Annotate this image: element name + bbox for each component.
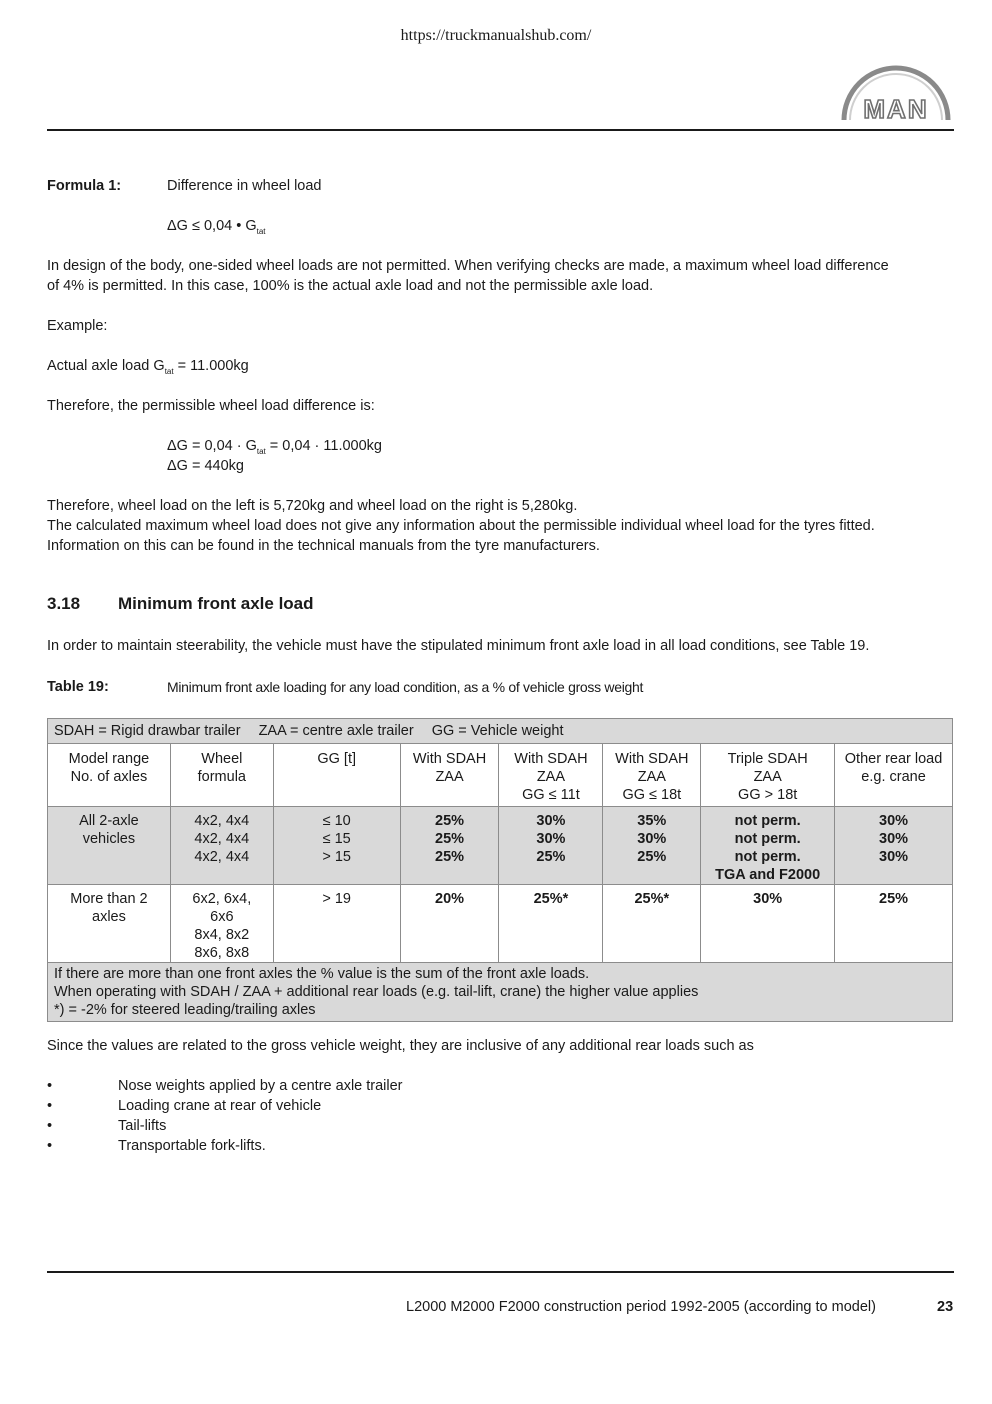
table-cell: 6x2, 6x4, 6x6 8x4, 8x2 8x6, 8x8 [170,885,273,963]
table-cell: 25%* [603,885,701,963]
logo-text: MAN [863,94,929,124]
list-item: Loading crane at rear of vehicle [118,1098,322,1114]
therefore-text: Therefore, the permissible wheel load difference is: [47,398,375,414]
bullet-icon: • [47,1118,53,1134]
header-cell: Wheel formula [170,744,273,807]
section-number: 3.18 [47,594,81,613]
paragraph-wheel-result: Therefore, wheel load on the left is 5,720kg and wheel load on the right is 5,280kg. The calculated maximum wheel load does not give any information about the permissible individual wheel load for the tyres fitted. Information on this can be found in the technical manuals from the tyre manufacturers. [47,498,875,554]
header-cell: Model range No. of axles [48,744,171,807]
table-cell: 30% 30% 25% [499,807,603,885]
table-cell: 25%* [499,885,603,963]
table-legend: SDAH = Rigid drawbar trailer ZAA = centre axle trailer GG = Vehicle weight [48,719,953,744]
table-cell: 30% 30% 30% [835,807,953,885]
bullet-icon: • [47,1098,53,1114]
table-row [48,807,953,885]
header-cell: GG [t] [273,744,400,807]
table-cell: 35% 30% 25% [603,807,701,885]
header-cell: Other rear load e.g. crane [835,744,953,807]
table-19 [47,718,953,1022]
list-item: Tail-lifts [118,1118,167,1134]
table-notes-row [48,963,953,1022]
table-cell: 20% [400,885,499,963]
formula-expression: ΔG ≤ 0,04 • $G_{tat}$ [167,218,266,236]
section-title: Minimum front axle load [118,594,314,613]
footer-text: L2000 M2000 F2000 construction period 1992-2005 (according to model) [406,1299,876,1315]
section-intro: In order to maintain steerability, the vehicle must have the stipulated minimum front axle load in all load conditions, see Table 19. [47,638,870,654]
table-cell: 25% [835,885,953,963]
header-cell: Triple SDAH ZAA GG > 18t [701,744,835,807]
example-label: Example: [47,318,108,334]
bullet-icon: • [47,1138,53,1154]
list-item: Transportable fork-lifts. [118,1138,266,1154]
bullet-icon: • [47,1078,53,1094]
formula-label: Formula 1: [47,178,122,194]
page-number: 23 [937,1299,954,1315]
calculation: $\Delta G = 0,04 \cdot G_{tat} = 0,04 \cdot 11.000kg$ ΔG = 440kg [167,438,383,474]
header-cell: With SDAH ZAA GG ≤ 11t [499,744,603,807]
table-cell: More than 2 axles [48,885,171,963]
table-cell: > 19 [273,885,400,963]
footer-rule [47,1271,954,1273]
header-rule [47,129,954,131]
table-cell: All 2-axle vehicles [48,807,171,885]
header-cell: With SDAH ZAA [400,744,499,807]
header-cell: With SDAH ZAA GG ≤ 18t [603,744,701,807]
table-cell: 30% [701,885,835,963]
table-caption: Minimum front axle loading for any load condition, as a % of vehicle gross weight [167,679,644,695]
table-label: Table 19: [47,679,109,695]
actual-axle-load: Actual axle load $G_{tat} = 11.000kg$ [47,358,249,376]
after-table-text: Since the values are related to the gross vehicle weight, they are inclusive of any additional rear loads such as [47,1038,754,1054]
paragraph-wheel-load: In design of the body, one-sided wheel loads are not permitted. When verifying checks are made, a maximum wheel load difference of 4% is permitted. In this case, 100% is the actual axle load and not the permissible axle load. [47,258,889,294]
list-item: Nose weights applied by a centre axle trailer [118,1078,403,1094]
table-header-row [48,744,953,807]
source-url[interactable]: https://truckmanualshub.com/ [400,27,592,44]
table-cell: 25% 25% 25% [400,807,499,885]
table-legend-row [48,719,953,744]
man-logo [836,54,956,124]
table-cell: ≤ 10 ≤ 15 > 15 [273,807,400,885]
table-row [48,885,953,963]
table-cell: not perm. not perm. not perm. TGA and F2000 [701,807,835,885]
formula-title: Difference in wheel load [167,178,322,194]
table-cell: 4x2, 4x4 4x2, 4x4 4x2, 4x4 [170,807,273,885]
table-notes: If there are more than one front axles the % value is the sum of the front axle loads. When operating with SDAH / ZAA + additional rear loads (e.g. tail-lift, crane) the higher value applies *) = -2% for steered leading/trailing axles [48,963,953,1022]
